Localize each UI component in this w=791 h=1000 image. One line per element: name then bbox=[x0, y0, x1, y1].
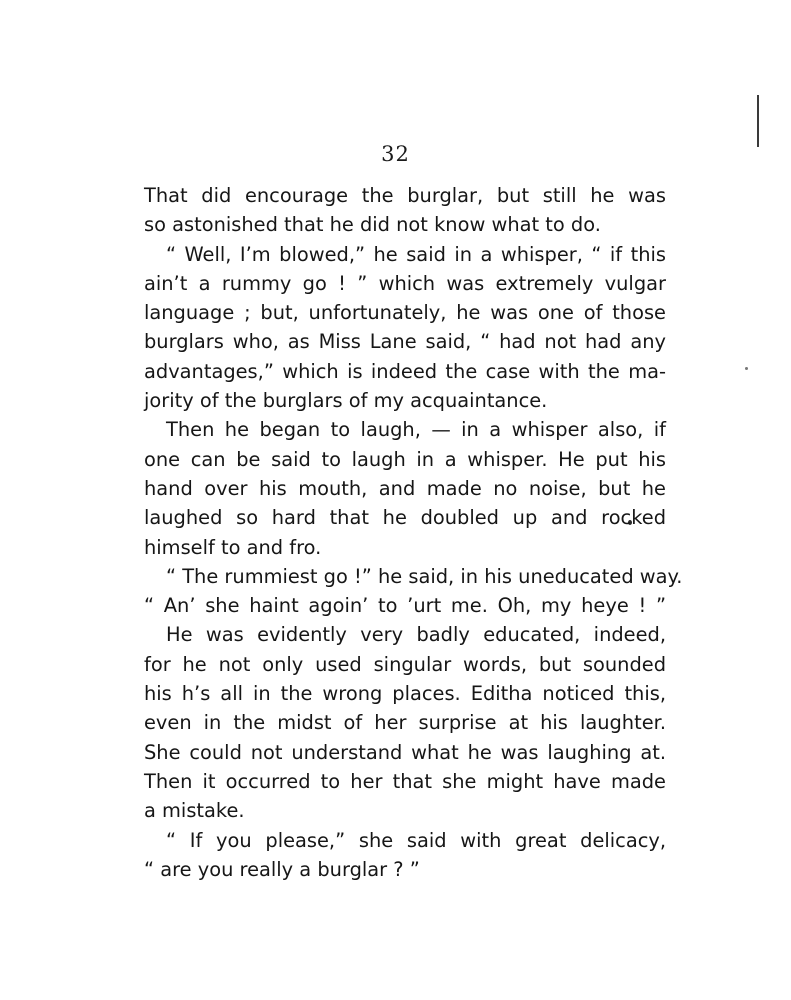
text-line: one can be said to laugh in a whisper. He put his bbox=[144, 447, 666, 471]
text-line: “ The rummiest go !” he said, in his uneducated way. bbox=[166, 564, 683, 588]
body-text bbox=[144, 181, 683, 884]
text-line: for he not only used singular words, but sounded bbox=[144, 652, 666, 676]
ink-speck bbox=[745, 367, 748, 370]
text-line: “ An’ she haint agoin’ to ’urt me. Oh, my heye ! ” bbox=[144, 594, 666, 618]
text-line: He was evidently very badly educated, indeed, bbox=[166, 623, 666, 647]
text-line: jority of the burglars of my acquaintance. bbox=[144, 389, 548, 413]
text-line: language ; but, unfortunately, he was one of those bbox=[144, 301, 666, 325]
text-line: himself to and fro. bbox=[144, 535, 322, 559]
text-line: She could not understand what he was laughing at. bbox=[144, 740, 666, 764]
text-line: hand over his mouth, and made no noise, but he bbox=[144, 476, 666, 500]
text-line: “ If you please,” she said with great delicacy, bbox=[166, 828, 666, 852]
text-line: “ Well, I’m blowed,” he said in a whisper, “ if this bbox=[166, 242, 666, 266]
text-line: Then it occurred to her that she might have made bbox=[144, 769, 666, 793]
text-line: That did encourage the burglar, but still he was bbox=[144, 184, 666, 207]
text-line: burglars who, as Miss Lane said, “ had not had any bbox=[144, 330, 666, 354]
text-line: so astonished that he did not know what to do. bbox=[144, 213, 601, 237]
text-line: “ are you really a burglar ? ” bbox=[144, 857, 420, 881]
text-line: laughed so hard that he doubled up and rocked bbox=[144, 506, 666, 530]
text-line: advantages,” which is indeed the case with the ma- bbox=[144, 359, 666, 383]
text-line: even in the midst of her surprise at his laughter. bbox=[144, 711, 666, 735]
text-line: his h’s all in the wrong places. Editha noticed this, bbox=[144, 682, 666, 706]
scan-edge-mark bbox=[757, 95, 759, 147]
page-number: 32 bbox=[381, 142, 410, 166]
text-line: Then he began to laugh, — in a whisper also, if bbox=[166, 418, 666, 442]
text-line: ain’t a rummy go ! ” which was extremely vulgar bbox=[144, 271, 666, 295]
text-line: a mistake. bbox=[144, 799, 245, 823]
